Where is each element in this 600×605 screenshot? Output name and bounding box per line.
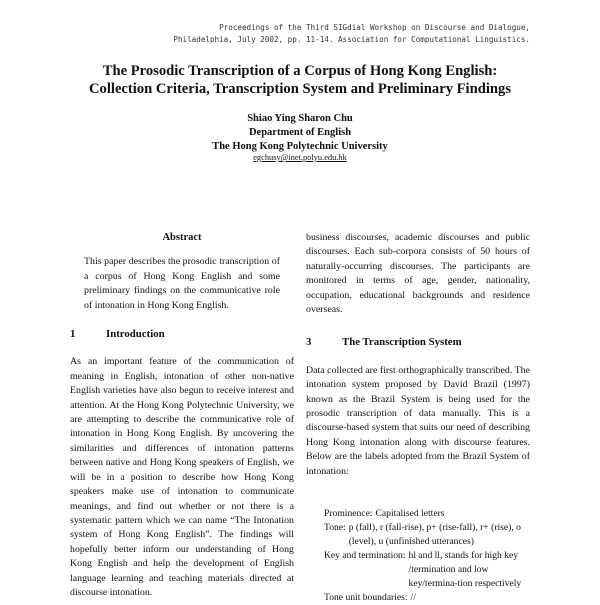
- prominence-row: [324, 507, 530, 521]
- author-block: [0, 112, 600, 154]
- proceedings-header: [60, 22, 530, 46]
- abstract-text: This paper describes the prosodic transcription of a corpus of Hong Kong English and some preliminary findings on the communicative role of intonation in Hong Kong English.: [84, 256, 280, 311]
- tone-value: p (fall), r (fall-rise), p+ (rise-fall), r+ (rise), o (level), u (unfinished utterances): [348, 522, 521, 548]
- tone-row: [324, 521, 530, 549]
- prominence-label: Prominence:: [324, 508, 373, 520]
- key-termination-value: hl and ll, stands for high key /termination and low key/termina-tion respectively: [408, 550, 522, 590]
- author-email-link[interactable]: egchusy@inet.polyu.edu.hk: [253, 153, 347, 162]
- boundary-value: //: [410, 592, 416, 604]
- author-department: Department of English: [248, 127, 352, 138]
- corpus-paragraph: business discourses, academic discourses and public discourses. Each sub-corpora consists of 50 hours of naturally-occurring discourses. The participants are monitored in terms of age, gender, nationality, occupation, educational backgrounds and residence overseas.: [306, 232, 530, 316]
- paper-title: [0, 62, 600, 98]
- author-name: Shiao Ying Sharon Chu: [247, 113, 353, 124]
- title-line-1: The Prosodic Transcription of a Corpus of Hong Kong English:: [102, 63, 498, 79]
- section-heading-transcription: [306, 335, 530, 349]
- section-number: 1: [70, 328, 76, 341]
- abstract-heading: Abstract: [162, 232, 202, 243]
- section-number: 3: [306, 336, 312, 349]
- key-termination-label: Key and termination:: [324, 550, 406, 562]
- transcription-paragraph: Data collected are first orthographically transcribed. The intonation system proposed by David Brazil (1997) known as the Brazil System is being used for the prosodic transcription of data manually. This is a discourse-based system that suits our need of describing Hong Kong intonation along with discourse features. Below are the labels adopted from the Brazil System of intonation:: [306, 364, 530, 477]
- prominence-value: Capitalised letters: [375, 508, 445, 520]
- boundary-label: Tone unit boundaries:: [324, 592, 408, 604]
- right-column: [306, 231, 530, 605]
- left-column: [70, 231, 294, 600]
- intro-paragraph: As an important feature of the communication of meaning in English, intonation of other non-native English varieties have also begun to receive interest and attention. At the Hong Kong Polytechnic University, we are attempting to describe the communicative role of intonation in Hong Kong English. By uncovering the similarities and differences of intonation patterns between native and Hong Kong speakers of English, we will be in a position to describe how Hong Kong speakers make use of intonation to communicate meanings, and find out whether or not there is a systematic pattern which we can name “The Intonation system of Hong Kong English”. The findings will hopefully better inform our understanding of Hong Kong English and help the development of English language learning and teaching materials directed at discourse intonation.: [70, 356, 294, 598]
- header-line-2: Philadelphia, July 2002, pp. 11-14. Association for Computational Linguistics.: [173, 35, 530, 44]
- transcription-labels: [324, 507, 530, 605]
- section-title: Introduction: [106, 328, 165, 341]
- author-institution: The Hong Kong Polytechnic University: [212, 141, 388, 152]
- title-line-2: Collection Criteria, Transcription System and Preliminary Findings: [89, 81, 511, 97]
- boundary-row: [324, 591, 530, 605]
- section-title: The Transcription System: [342, 336, 462, 349]
- header-line-1: Proceedings of the Third SIGdial Workshop on Discourse and Dialogue,: [219, 23, 530, 32]
- tone-label: Tone:: [324, 522, 346, 534]
- key-termination-row: [324, 549, 530, 591]
- section-heading-introduction: [70, 327, 294, 341]
